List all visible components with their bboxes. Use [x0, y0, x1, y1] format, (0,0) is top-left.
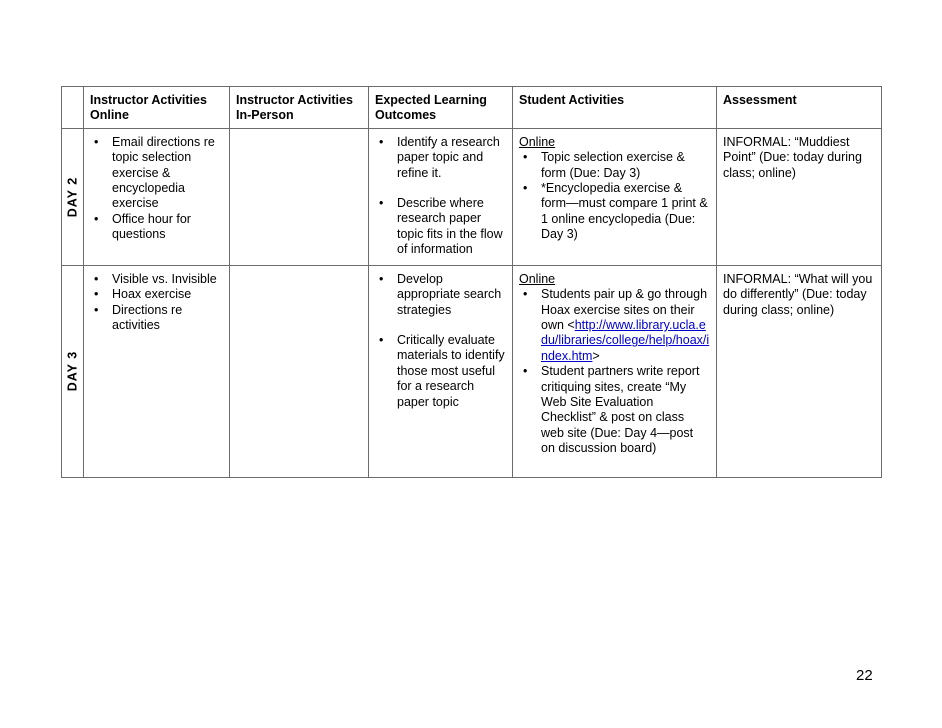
header-outcomes: Expected Learning Outcomes [369, 87, 513, 129]
in-person-cell [230, 265, 369, 477]
list-item: • Develop appropriate search strategies [375, 272, 506, 318]
outcomes-cell [369, 128, 513, 265]
list-item: • Topic selection exercise & form (Due: Day 3) [519, 150, 710, 181]
header-row [62, 87, 882, 129]
page-number: 22 [856, 667, 873, 684]
list-item: • Directions re activities [90, 303, 223, 334]
online-cell [84, 128, 230, 265]
student-heading: Online [519, 134, 556, 149]
list-item: • Hoax exercise [90, 287, 223, 302]
outcomes-cell [369, 265, 513, 477]
table-row-day-3 [62, 265, 882, 477]
list-item: • Email directions re topic selection exercise & encyclopedia exercise [90, 135, 223, 212]
assessment-cell: INFORMAL: “What will you do differently” (Due: today during class; online) [717, 265, 882, 477]
header-online: Instructor Activities Online [84, 87, 230, 129]
list-item: • Office hour for questions [90, 212, 223, 243]
day-cell [62, 128, 84, 265]
online-cell [84, 265, 230, 477]
list-item: • *Encyclopedia exercise & form—must compare 1 print & 1 online encyclopedia (Due: Day 3) [519, 181, 710, 243]
student-heading: Online [519, 271, 556, 286]
table-row-day-2 [62, 128, 882, 265]
list-item: • Critically evaluate materials to identify those most useful for a research paper topic [375, 333, 506, 410]
list-item: • Visible vs. Invisible [90, 272, 223, 287]
list-item: • Student partners write report critiquing sites, create “My Web Site Evaluation Checklist” & post on class web site (Due: Day 4—post on discussion board) [519, 364, 710, 456]
assessment-cell: INFORMAL: “Muddiest Point” (Due: today during class; online) [717, 128, 882, 265]
student-cell [513, 265, 717, 477]
day-label: DAY 3 [64, 351, 79, 392]
lesson-plan-table [61, 86, 882, 478]
list-item [519, 287, 710, 364]
list-item: • Identify a research paper topic and refine it. [375, 135, 506, 181]
student-text: Students pair up & go through Hoax exercise sites on their own < [541, 287, 708, 333]
student-text: > [592, 348, 600, 363]
header-assessment: Assessment [717, 87, 882, 129]
header-in-person: Instructor Activities In-Person [230, 87, 369, 129]
student-cell [513, 128, 717, 265]
header-student: Student Activities [513, 87, 717, 129]
header-day [62, 87, 84, 129]
hoax-link[interactable]: http://www.library.ucla.edu/libraries/college/help/hoax/index.htm [541, 318, 710, 363]
list-item: • Describe where research paper topic fits in the flow of information [375, 196, 506, 258]
day-cell [62, 265, 84, 477]
day-label: DAY 2 [64, 176, 79, 218]
in-person-cell [230, 128, 369, 265]
